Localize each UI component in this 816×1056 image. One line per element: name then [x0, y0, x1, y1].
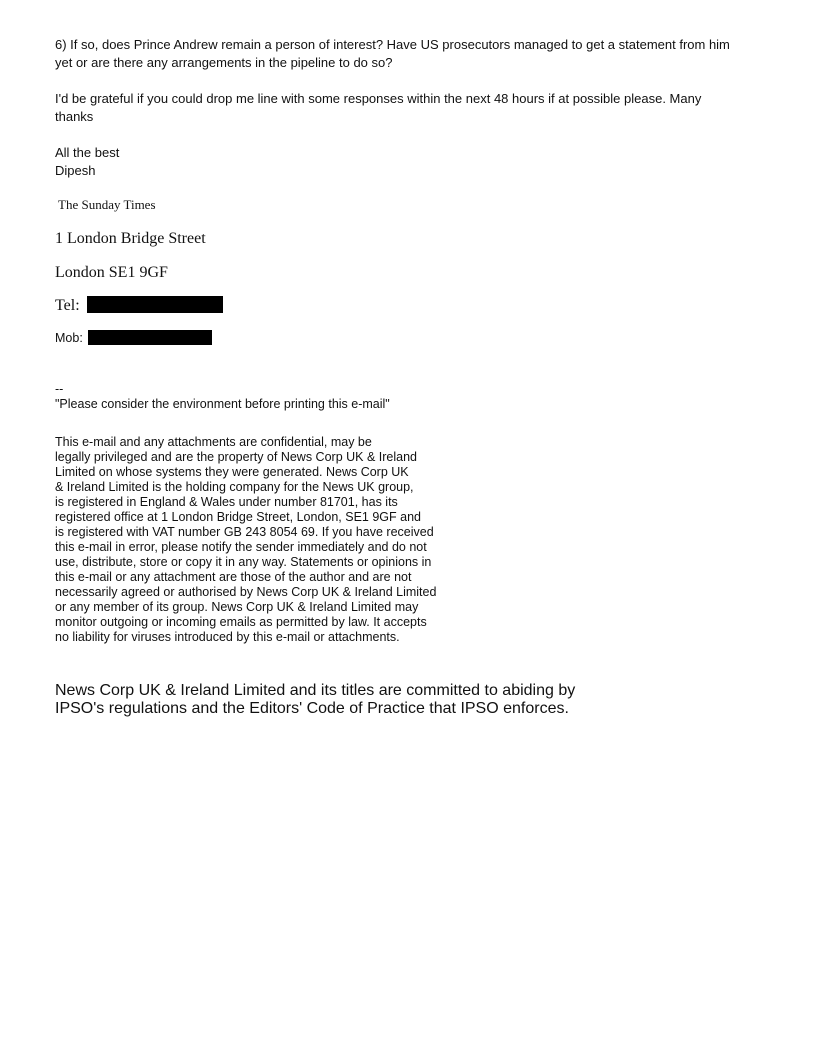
request-line-1: I'd be grateful if you could drop me line with some responses within the next 48 hours if at possible please. Many: [55, 91, 702, 106]
mob-redaction: [88, 330, 212, 345]
disclaimer-line: this e-mail in error, please notify the sender immediately and do not: [55, 540, 427, 554]
disclaimer-line: is registered in England & Wales under number 81701, has its: [55, 495, 398, 509]
address-line-2: London SE1 9GF: [55, 264, 168, 281]
signoff-block: [55, 144, 119, 180]
signature-separator: --: [55, 382, 64, 396]
mob-row: [55, 331, 212, 346]
ipso-line-2: IPSO's regulations and the Editors' Code of Practice that IPSO enforces.: [55, 700, 569, 717]
confidentiality-disclaimer: [55, 435, 436, 645]
question-6-paragraph: [55, 36, 730, 72]
disclaimer-line: use, distribute, store or copy it in any way. Statements or opinions in: [55, 555, 432, 569]
disclaimer-line: no liability for viruses introduced by this e-mail or attachments.: [55, 630, 400, 644]
tel-row: [55, 296, 223, 316]
signoff-text: All the best: [55, 145, 120, 160]
disclaimer-line: & Ireland Limited is the holding company for the News UK group,: [55, 480, 414, 494]
tel-redaction: [87, 296, 223, 313]
environment-note: "Please consider the environment before printing this e-mail": [55, 397, 390, 411]
disclaimer-line: this e-mail or any attachment are those of the author and are not: [55, 570, 412, 584]
disclaimer-line: monitor outgoing or incoming emails as permitted by law. It accepts: [55, 615, 427, 629]
request-line-2: thanks: [55, 109, 94, 124]
disclaimer-line: or any member of its group. News Corp UK & Ireland Limited may: [55, 600, 419, 614]
disclaimer-line: legally privileged and are the property of News Corp UK & Ireland: [55, 450, 417, 464]
question-6-line-1: 6) If so, does Prince Andrew remain a person of interest? Have US prosecutors managed to get a statement from him: [55, 37, 730, 52]
disclaimer-line: registered office at 1 London Bridge Street, London, SE1 9GF and: [55, 510, 421, 524]
disclaimer-line: This e-mail and any attachments are confidential, may be: [55, 435, 372, 449]
mob-label: Mob:: [55, 331, 83, 345]
disclaimer-line: is registered with VAT number GB 243 8054 69. If you have received: [55, 525, 434, 539]
ipso-line-1: News Corp UK & Ireland Limited and its titles are committed to abiding by: [55, 682, 576, 699]
ipso-statement: [55, 682, 575, 718]
sender-name: Dipesh: [55, 163, 96, 178]
tel-label: Tel:: [55, 297, 80, 314]
disclaimer-line: Limited on whose systems they were generated. News Corp UK: [55, 465, 409, 479]
question-6-line-2: yet or are there any arrangements in the pipeline to do so?: [55, 55, 393, 70]
disclaimer-line: necessarily agreed or authorised by News Corp UK & Ireland Limited: [55, 585, 437, 599]
request-paragraph: [55, 90, 701, 126]
address-line-1: 1 London Bridge Street: [55, 230, 206, 247]
publication-name: The Sunday Times: [58, 197, 156, 212]
